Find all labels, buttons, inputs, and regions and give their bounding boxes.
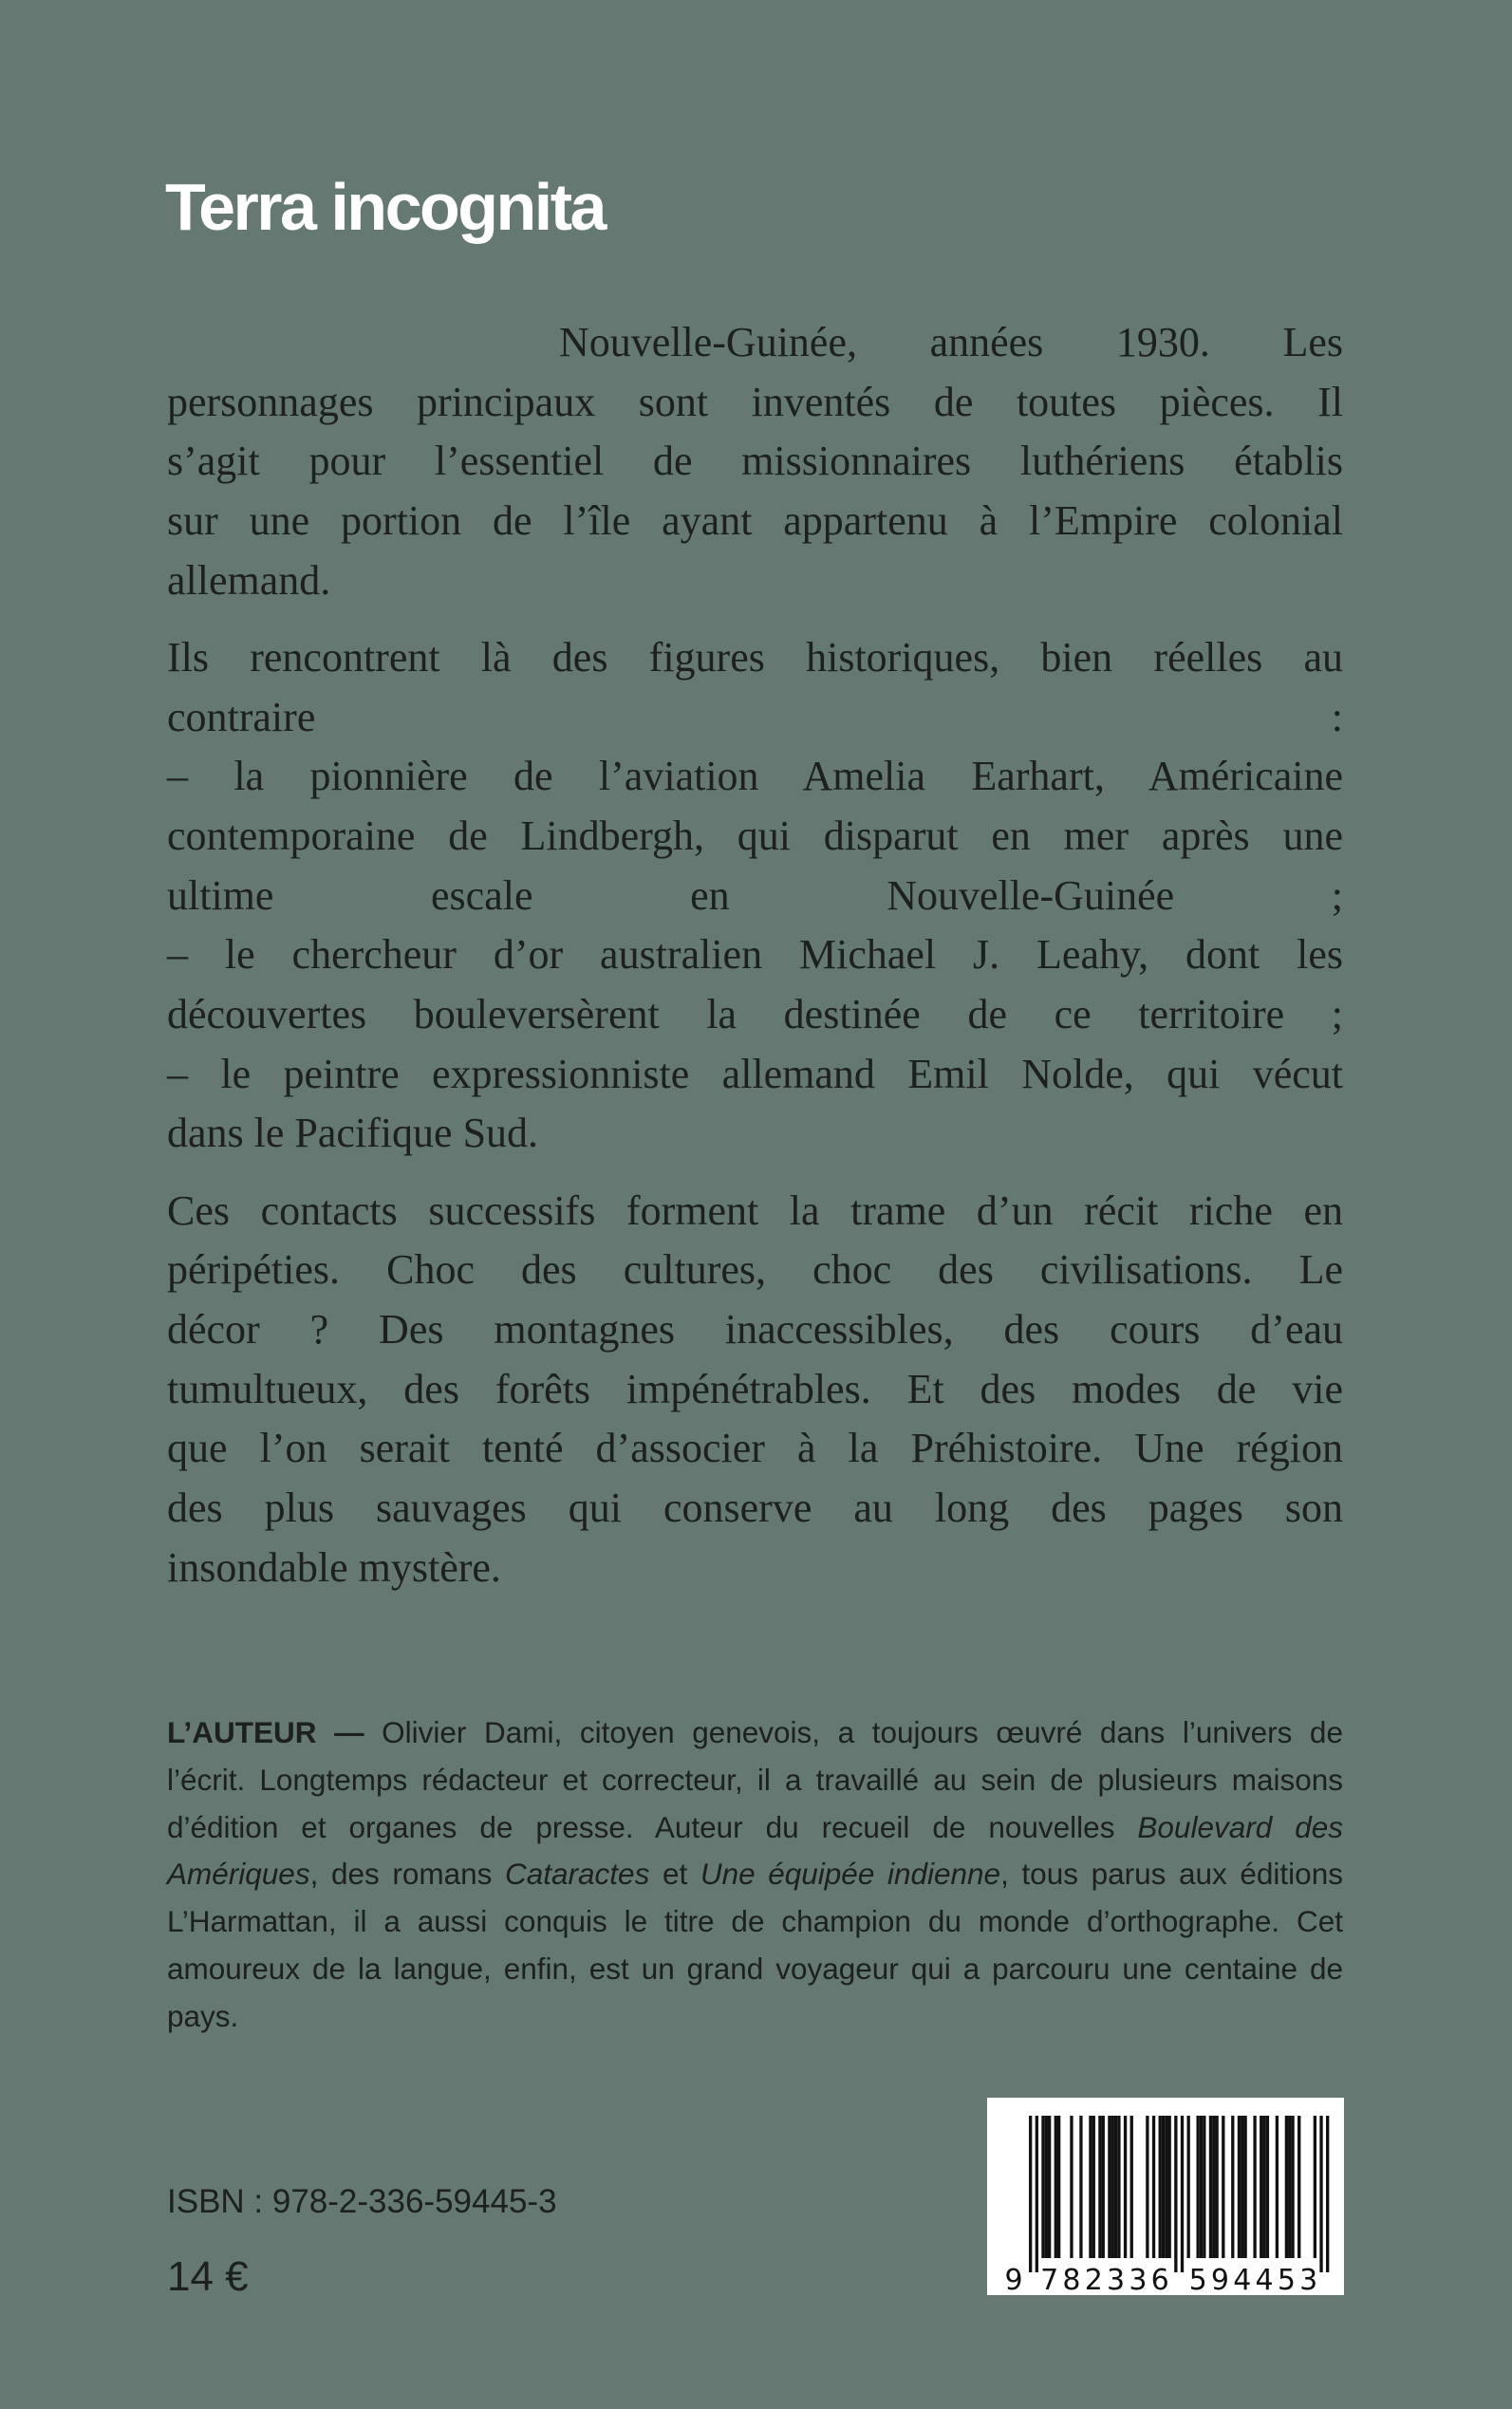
- barcode-bar: [1111, 2116, 1114, 2258]
- author-line: [167, 1851, 1343, 1898]
- blurb-line: découvertes bouleversèrent la destinée de ce territoire ;: [167, 991, 1343, 1038]
- barcode-bar: [1326, 2116, 1329, 2272]
- barcode-bar: [1124, 2116, 1127, 2258]
- blurb-line: – le chercheur d’or australien Michael J. Leahy, dont les: [167, 931, 1343, 979]
- author-line: [167, 1898, 1343, 1946]
- blurb-line: Nouvelle-Guinée, années 1930. Les: [559, 319, 1343, 365]
- blurb-line: allemand.: [167, 556, 331, 604]
- barcode-bar: [1152, 2116, 1155, 2258]
- barcode-digit: 4: [1233, 2264, 1252, 2295]
- barcode-bar: [1108, 2116, 1111, 2258]
- barcode-digit: 9: [1004, 2264, 1023, 2295]
- blurb-line: Ils rencontrent là des figures historiques, bien réelles au: [167, 633, 1343, 681]
- barcode-bar: [1146, 2116, 1148, 2258]
- author-text: d’édition et organes de presse. Auteur du recueil de nouvelles: [167, 1809, 1138, 1844]
- barcode-digit: 4: [1255, 2264, 1274, 2295]
- barcode-bar: [1130, 2116, 1133, 2258]
- blurb-line: insondable mystère.: [167, 1543, 501, 1591]
- author-line: [167, 1804, 1343, 1852]
- barcode-digit: 3: [1107, 2264, 1126, 2295]
- barcode-bar: [1212, 2116, 1215, 2258]
- book-title-reference: Une équipée indienne: [700, 1857, 1001, 1892]
- barcode-bar: [1057, 2116, 1060, 2258]
- author-text: pays.: [167, 1998, 239, 2033]
- author-text: et: [649, 1857, 700, 1892]
- barcode-bar: [1243, 2116, 1246, 2258]
- barcode-bar: [1165, 2116, 1167, 2258]
- author-line: [167, 1993, 1343, 2041]
- barcode-digit: 6: [1150, 2264, 1169, 2295]
- barcode-bar: [1238, 2116, 1241, 2258]
- barcode-bar: [1200, 2116, 1203, 2258]
- barcode-bar: [1114, 2116, 1117, 2258]
- author-text: , des romans: [309, 1857, 505, 1892]
- barcode-bar: [1117, 2116, 1120, 2258]
- blurb-line: sur une portion de l’île ayant appartenu à l’Empire colonial: [167, 497, 1343, 545]
- barcode-bar: [1285, 2116, 1288, 2258]
- barcode-bar: [1297, 2116, 1300, 2258]
- barcode-bar: [1174, 2116, 1177, 2272]
- barcode-bar: [1314, 2116, 1316, 2258]
- barcode-bar: [1048, 2116, 1051, 2258]
- barcode-bar: [1203, 2116, 1205, 2258]
- barcode-digit: 2: [1084, 2264, 1103, 2295]
- blurb-line: ultime escale en Nouvelle-Guinée ;: [167, 871, 1343, 919]
- barcode-bar: [1291, 2116, 1294, 2258]
- book-title: Terra incognita: [165, 170, 605, 244]
- isbn: ISBN : 978-2-336-59445-3: [167, 2183, 557, 2220]
- barcode-digit: 5: [1277, 2264, 1296, 2295]
- barcode-bar: [1209, 2116, 1212, 2258]
- blurb-line: contraire :: [167, 693, 1343, 740]
- barcode-bar: [1187, 2116, 1190, 2258]
- author-text: Olivier Dami, citoyen genevois, a toujours œuvré dans l’univers de: [364, 1715, 1343, 1749]
- author-bio: [167, 1709, 1343, 2041]
- barcode: [987, 2098, 1344, 2295]
- barcode-digit: 9: [1210, 2264, 1230, 2295]
- blurb-paragraph: [167, 1182, 1343, 1598]
- barcode-bar: [1159, 2116, 1162, 2258]
- barcode-bar: [1092, 2116, 1095, 2258]
- author-line: [167, 1709, 1343, 1757]
- barcode-bar: [1055, 2116, 1057, 2258]
- blurb-line: – la pionnière de l’aviation Amelia Earhart, Américaine: [167, 753, 1343, 800]
- book-title-reference: Cataractes: [505, 1857, 650, 1892]
- barcode-bar: [1098, 2116, 1101, 2258]
- blurb-line: des plus sauvages qui conserve au long des pages son: [167, 1485, 1343, 1532]
- barcode-bar: [1041, 2116, 1044, 2258]
- blurb-paragraph: [167, 628, 1343, 1164]
- author-line: [167, 1757, 1343, 1804]
- book-title-reference: Amériques: [167, 1857, 310, 1892]
- author-text: amoureux de la langue, enfin, est un grand voyageur qui a parcouru une centaine de: [167, 1951, 1343, 1986]
- price: 14 €: [167, 2253, 249, 2300]
- barcode-digit: 5: [1188, 2264, 1207, 2295]
- barcode-bar: [1260, 2116, 1262, 2258]
- barcode-bar: [1253, 2116, 1256, 2258]
- blurb-line: personnages principaux sont inventés de toutes pièces. Il: [167, 378, 1343, 425]
- book-title-reference: Boulevard des: [1137, 1809, 1343, 1844]
- barcode-digit: 8: [1062, 2264, 1081, 2295]
- barcode-bar: [1102, 2116, 1105, 2258]
- barcode-bar: [1036, 2116, 1038, 2272]
- author-line: [167, 1946, 1343, 1993]
- barcode-bar: [1288, 2116, 1291, 2258]
- barcode-bar: [1222, 2116, 1224, 2258]
- blurb-line: décor ? Des montagnes inaccessibles, des cours d’eau: [167, 1306, 1343, 1353]
- blurb-line: Ces contacts successifs forment la trame d’un récit riche en: [167, 1186, 1343, 1234]
- blurb-line: dans le Pacifique Sud.: [167, 1110, 539, 1157]
- barcode-bar: [1215, 2116, 1218, 2258]
- barcode-bar: [1029, 2116, 1032, 2272]
- barcode-bar: [1070, 2116, 1073, 2258]
- barcode-bar: [1262, 2116, 1265, 2258]
- blurb: [167, 313, 1343, 1615]
- barcode-bar: [1276, 2116, 1279, 2258]
- author-text: L’Harmattan, il a aussi conquis le titre de champion du monde d’orthographe. Cet: [167, 1904, 1343, 1939]
- author-text: , tous parus aux éditions: [1000, 1857, 1343, 1892]
- author-label: L’AUTEUR —: [167, 1715, 364, 1749]
- blurb-line: péripéties. Choc des cultures, choc des civilisations. Le: [167, 1246, 1343, 1294]
- barcode-bar: [1045, 2116, 1048, 2258]
- barcode-digit: 3: [1299, 2264, 1318, 2295]
- blurb-line: contemporaine de Lindbergh, qui disparut en mer après une: [167, 812, 1343, 859]
- blurb-paragraph: [167, 313, 1343, 610]
- author-text: l’écrit. Longtemps rédacteur et correcteur, il a travaillé au sein de plusieurs maisons: [167, 1762, 1343, 1797]
- barcode-bar: [1319, 2116, 1322, 2272]
- barcode-bar: [1181, 2116, 1184, 2272]
- blurb-line: tumultueux, des forêts impénétrables. Et des modes de vie: [167, 1365, 1343, 1412]
- blurb-line: que l’on serait tenté d’associer à la Préhistoire. Une région: [167, 1425, 1343, 1472]
- barcode-bar: [1089, 2116, 1092, 2258]
- barcode-digit: 7: [1040, 2264, 1059, 2295]
- barcode-bar: [1196, 2116, 1199, 2258]
- barcode-bar: [1266, 2116, 1269, 2258]
- barcode-graphic: [987, 2098, 1344, 2295]
- blurb-line: – le peintre expressionniste allemand Emil Nolde, qui vécut: [167, 1050, 1343, 1097]
- barcode-bar: [1162, 2116, 1165, 2258]
- barcode-bar: [1241, 2116, 1243, 2258]
- barcode-bar: [1168, 2116, 1171, 2258]
- barcode-digit: 3: [1129, 2264, 1148, 2295]
- barcode-bar: [1079, 2116, 1082, 2258]
- barcode-bar: [1231, 2116, 1234, 2258]
- blurb-line: s’agit pour l’essentiel de missionnaires luthériens établis: [167, 438, 1343, 485]
